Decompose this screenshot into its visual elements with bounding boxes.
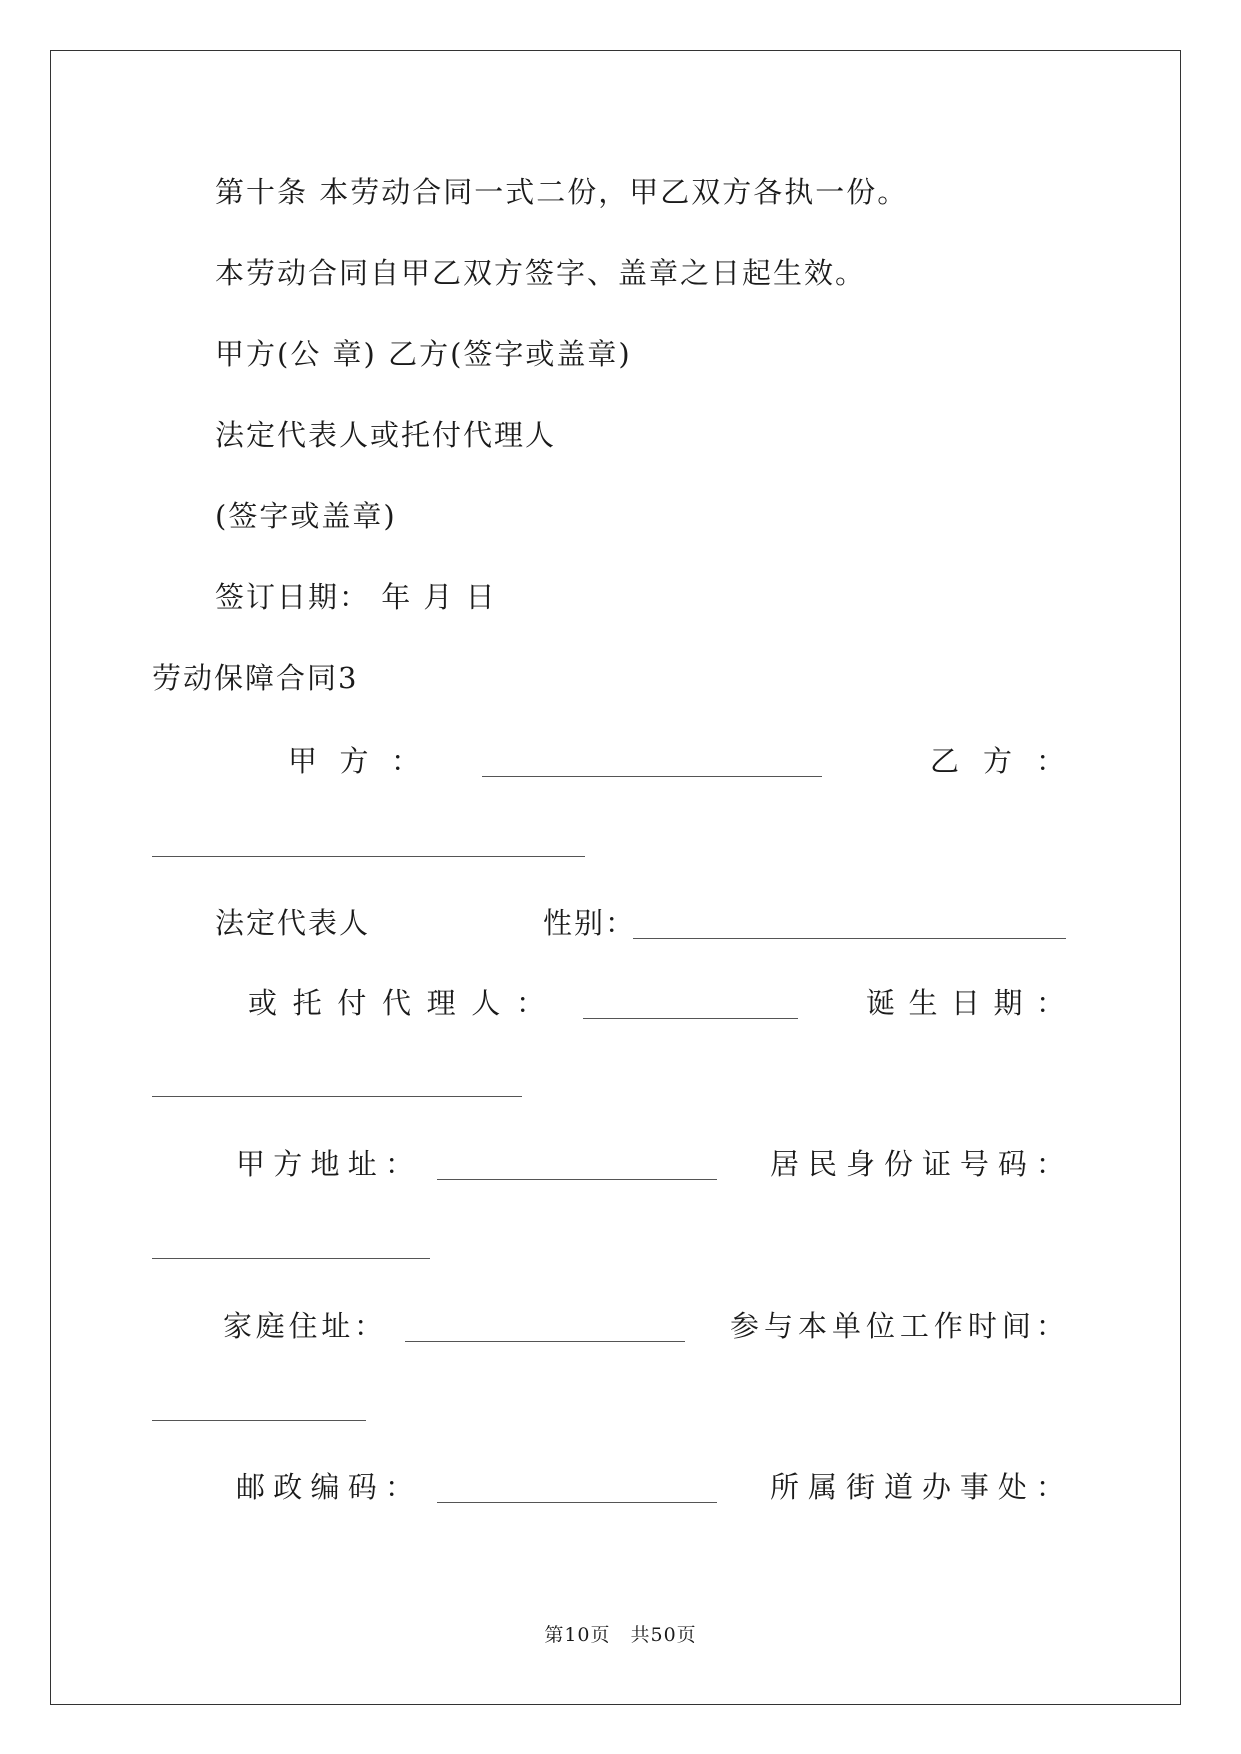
postcode-label-char: 政 bbox=[273, 1470, 303, 1504]
effective-clause: 本劳动合同自甲乙双方签字、盖章之日起生效。 bbox=[215, 256, 867, 290]
agent-label-char: 理 bbox=[426, 986, 456, 1020]
party-b-label-char: 乙 bbox=[930, 744, 960, 778]
home-address-label-char: 庭 bbox=[255, 1309, 285, 1343]
agent-label-char: ： bbox=[515, 986, 545, 1020]
home-address-label bbox=[223, 1309, 383, 1343]
id-number-label-char: 证 bbox=[921, 1147, 951, 1181]
article-10-text: 第十条 本劳动合同一式二份，甲乙双方各执一份。 bbox=[215, 175, 909, 209]
party-a-address-label-char: ： bbox=[384, 1147, 414, 1181]
birth-date-label-char: 期 bbox=[993, 986, 1023, 1020]
party-a-label-char: ： bbox=[390, 744, 420, 778]
home-address-label-char: 址 bbox=[321, 1309, 351, 1343]
birth-date-label-char: 日 bbox=[950, 986, 980, 1020]
join-date-label bbox=[730, 1309, 1065, 1343]
street-office-label bbox=[770, 1470, 1065, 1504]
page-border bbox=[50, 50, 1181, 1705]
birth-date-label-char: 诞 bbox=[866, 986, 896, 1020]
join-date-label-char: ： bbox=[1035, 1309, 1065, 1343]
id-number-label-char: 居 bbox=[770, 1147, 800, 1181]
gender-blank[interactable] bbox=[633, 938, 1066, 939]
postcode-label-char: ： bbox=[384, 1470, 414, 1504]
join-date-label-char: 工 bbox=[899, 1309, 929, 1343]
contract-heading: 劳动保障合同3 bbox=[152, 661, 359, 695]
join-date-label-char: 参 bbox=[730, 1309, 760, 1343]
street-office-label-char: 事 bbox=[959, 1470, 989, 1504]
home-address-blank[interactable] bbox=[405, 1341, 685, 1342]
party-a-blank[interactable] bbox=[482, 776, 822, 777]
party-a-address-label-char: 甲 bbox=[236, 1147, 266, 1181]
join-date-label-char: 位 bbox=[865, 1309, 895, 1343]
join-date-label-char: 本 bbox=[797, 1309, 827, 1343]
join-date-label-char: 单 bbox=[831, 1309, 861, 1343]
id-number-label-char: 号 bbox=[959, 1147, 989, 1181]
birth-date-blank[interactable] bbox=[152, 1096, 522, 1097]
postcode-label-char: 邮 bbox=[236, 1470, 266, 1504]
postcode-label-char: 码 bbox=[347, 1470, 377, 1504]
join-date-label-char: 间 bbox=[1001, 1309, 1031, 1343]
join-date-label-char: 时 bbox=[967, 1309, 997, 1343]
street-office-label-char: 办 bbox=[921, 1470, 951, 1504]
agent-label-char: 付 bbox=[337, 986, 367, 1020]
agent-label-char: 或 bbox=[248, 986, 278, 1020]
agent-blank[interactable] bbox=[583, 1018, 798, 1019]
party-a-address-label-char: 址 bbox=[347, 1147, 377, 1181]
sign-seal-line: (签字或盖章) bbox=[215, 499, 397, 533]
id-number-label-char: 民 bbox=[807, 1147, 837, 1181]
party-a-address-blank[interactable] bbox=[437, 1179, 717, 1180]
street-office-label-char: 道 bbox=[883, 1470, 913, 1504]
join-date-blank[interactable] bbox=[152, 1420, 366, 1421]
party-a-label-char: 方 bbox=[339, 744, 369, 778]
home-address-label-char: 家 bbox=[223, 1309, 253, 1343]
id-number-label-char: 身 bbox=[845, 1147, 875, 1181]
signing-date-line: 签订日期： 年 月 日 bbox=[215, 580, 497, 614]
street-office-label-char: ： bbox=[1035, 1470, 1065, 1504]
id-number-label-char: 码 bbox=[997, 1147, 1027, 1181]
signature-parties: 甲方(公 章) 乙方(签字或盖章) bbox=[215, 337, 632, 371]
gender-label: 性别： bbox=[543, 906, 637, 940]
page-footer: 第10页 共50页 bbox=[544, 1624, 697, 1646]
party-b-blank[interactable] bbox=[152, 856, 585, 857]
party-b-label-char: 方 bbox=[982, 744, 1012, 778]
home-address-label-char: 住 bbox=[288, 1309, 318, 1343]
postcode-label bbox=[236, 1470, 414, 1504]
party-b-label bbox=[930, 744, 1065, 778]
agent-label-char: 托 bbox=[292, 986, 322, 1020]
join-date-label-char: 与 bbox=[763, 1309, 793, 1343]
legal-rep-line: 法定代表人或托付代理人 bbox=[215, 418, 557, 452]
party-a-address-label-char: 方 bbox=[273, 1147, 303, 1181]
postcode-label-char: 编 bbox=[310, 1470, 340, 1504]
party-a-address-label bbox=[236, 1147, 414, 1181]
id-number-label-char: ： bbox=[1035, 1147, 1065, 1181]
street-office-label-char: 所 bbox=[770, 1470, 800, 1504]
party-b-label-char: ： bbox=[1035, 744, 1065, 778]
street-office-label-char: 街 bbox=[845, 1470, 875, 1504]
street-office-label-char: 处 bbox=[997, 1470, 1027, 1504]
street-office-label-char: 属 bbox=[807, 1470, 837, 1504]
party-a-label bbox=[288, 744, 420, 778]
postcode-blank[interactable] bbox=[437, 1502, 717, 1503]
id-number-label-char: 份 bbox=[883, 1147, 913, 1181]
birth-date-label-char: ： bbox=[1035, 986, 1065, 1020]
id-number-label bbox=[770, 1147, 1065, 1181]
agent-label-char: 人 bbox=[471, 986, 501, 1020]
id-number-blank[interactable] bbox=[152, 1258, 430, 1259]
party-a-address-label-char: 地 bbox=[310, 1147, 340, 1181]
home-address-label-char: ： bbox=[353, 1309, 383, 1343]
birth-date-label-char: 生 bbox=[908, 986, 938, 1020]
birth-date-label bbox=[866, 986, 1065, 1020]
legal-representative-label: 法定代表人 bbox=[215, 906, 371, 940]
agent-label bbox=[248, 986, 545, 1020]
join-date-label-char: 作 bbox=[933, 1309, 963, 1343]
party-a-label-char: 甲 bbox=[288, 744, 318, 778]
agent-label-char: 代 bbox=[381, 986, 411, 1020]
